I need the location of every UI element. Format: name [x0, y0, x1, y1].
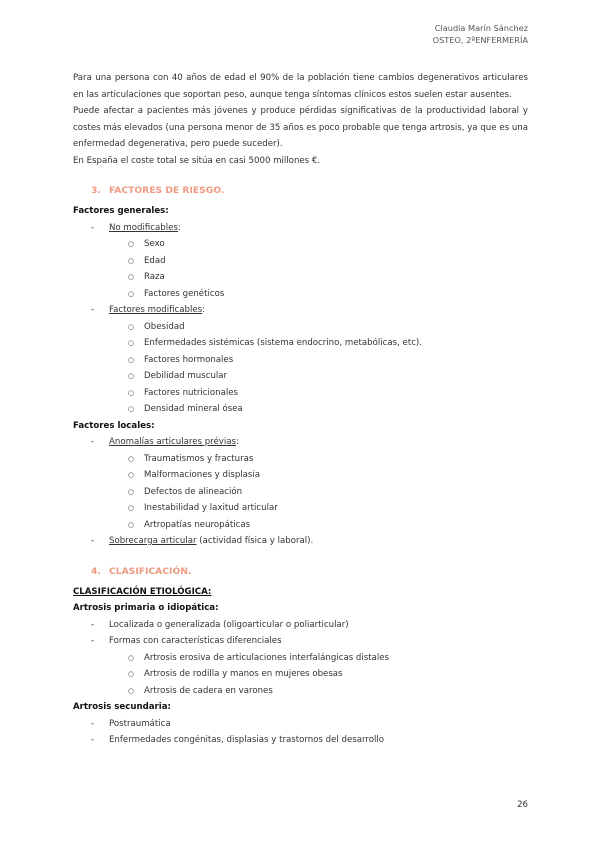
dash-marker: - [91, 636, 95, 646]
circle-bullet-icon: ○ [128, 388, 135, 397]
list-item-text: Malformaciones y displasia [144, 470, 261, 480]
list-item [73, 617, 528, 634]
non-modifiable-item [73, 220, 528, 237]
modifiable-label: Factores modificables [109, 305, 203, 315]
modifiable-item [73, 302, 528, 319]
section-4-number: 4. [91, 565, 101, 577]
list-item [73, 385, 528, 402]
circle-bullet-icon: ○ [128, 240, 135, 248]
dash-marker: - [91, 735, 95, 745]
section-4-title [91, 564, 528, 580]
circle-bullet-icon: ○ [128, 454, 135, 463]
list-item [73, 633, 528, 650]
section-3-title-text: FACTORES DE RIESGO. [109, 185, 225, 196]
list-item [73, 236, 528, 253]
circle-bullet-icon: ○ [128, 520, 135, 529]
author-name: Claudia Marín Sánchez [434, 23, 528, 33]
list-item [73, 732, 528, 749]
primary-arthrosis-heading: Artrosis primaria o idiopática: [73, 603, 219, 613]
list-item [73, 368, 528, 385]
list-item-text: Edad [144, 255, 166, 266]
non-modifiable-label: No modificables [109, 222, 178, 233]
anomalies-label: Anomalías articulares prévias [109, 437, 236, 447]
dash-marker: - [91, 437, 95, 447]
section-3-number: 3. [91, 185, 101, 196]
list-item [73, 484, 528, 501]
list-item [73, 467, 528, 484]
list-item-text: Factores genéticos [144, 288, 225, 299]
non-modifiable-suffix: : [177, 222, 181, 233]
list-item-text: Artrosis de cadera en varones [144, 685, 273, 696]
list-item-text: Obesidad [144, 321, 185, 332]
list-item-text: Defectos de alineación [144, 486, 243, 497]
dash-marker: - [91, 718, 95, 729]
list-item [73, 451, 528, 468]
list-item-text: Artrosis erosiva de articulaciones interfalángicas distales [144, 652, 390, 663]
list-item-text: Postraumática [109, 718, 171, 729]
list-item-text: Localizada o generalizada (oligoarticular o poliarticular) [109, 619, 349, 630]
circle-bullet-icon: ○ [128, 339, 135, 347]
intro-paragraph-1: Para una persona con 40 años de edad el 90% de la población tiene cambios degenerativos articulares en las articulaciones que soportan peso, aunque tenga síntomas clínicos estos suelen estar ausentes. [73, 73, 528, 100]
page-number: 26 [517, 800, 528, 810]
list-item [73, 401, 528, 418]
list-item-text: Traumatismos y fracturas [144, 453, 254, 464]
circle-bullet-icon: ○ [128, 372, 135, 380]
circle-bullet-icon: ○ [128, 686, 135, 695]
list-item [73, 500, 528, 517]
modifiable-suffix: : [202, 305, 206, 315]
list-item [73, 335, 528, 352]
list-item [73, 253, 528, 270]
circle-bullet-icon: ○ [128, 471, 135, 479]
secondary-arthrosis-heading: Artrosis secundaria: [73, 702, 171, 712]
circle-bullet-icon: ○ [128, 289, 135, 298]
anomalies-item [73, 434, 528, 451]
circle-bullet-icon: ○ [128, 355, 135, 364]
overload-item [73, 533, 528, 550]
list-item-text: Formas con características diferenciales [109, 636, 282, 646]
list-item-text: Enfermedades sistémicas (sistema endocrino, metabólicas, etc). [144, 338, 423, 348]
intro-paragraph-3: En España el coste total se sitúa en casi 5000 millones €. [73, 155, 321, 166]
circle-bullet-icon: ○ [128, 504, 135, 512]
circle-bullet-icon: ○ [128, 653, 135, 662]
circle-bullet-icon: ○ [128, 322, 135, 331]
circle-bullet-icon: ○ [128, 273, 135, 281]
list-item-text: Debilidad muscular [144, 371, 228, 381]
overload-label: Sobrecarga articular [109, 536, 197, 546]
list-item-text: Factores nutricionales [144, 387, 239, 398]
anomalies-suffix: : [236, 437, 239, 447]
page-header [433, 22, 528, 46]
list-item [73, 269, 528, 286]
local-factors-heading: Factores locales: [73, 420, 155, 431]
list-item-text: Sexo [144, 239, 165, 249]
circle-bullet-icon: ○ [128, 670, 135, 678]
list-item [73, 286, 528, 303]
list-item [73, 319, 528, 336]
dash-marker: - [91, 222, 95, 233]
list-item-text: Enfermedades congénitas, displasias y trastornos del desarrollo [109, 735, 385, 745]
list-item [73, 716, 528, 733]
list-item [73, 683, 528, 700]
etiologic-classification-heading: CLASIFICACIÓN ETIOLÓGICA: [73, 586, 212, 597]
section-3-title [91, 183, 528, 199]
circle-bullet-icon: ○ [128, 256, 135, 265]
dash-marker: - [91, 536, 95, 546]
list-item-text: Artrosis de rodilla y manos en mujeres obesas [144, 669, 343, 679]
overload-suffix: (actividad física y laboral). [196, 536, 314, 546]
list-item [73, 650, 528, 667]
list-item [73, 352, 528, 369]
dash-marker: - [91, 305, 95, 315]
course-name: OSTEO, 2ºENFERMERÍA [432, 35, 528, 45]
page-content [73, 70, 528, 749]
list-item [73, 666, 528, 683]
general-factors-heading: Factores generales: [73, 206, 169, 216]
list-item-text: Inestabilidad y laxitud articular [144, 503, 278, 513]
list-item-text: Factores hormonales [144, 354, 234, 365]
circle-bullet-icon: ○ [128, 487, 135, 496]
list-item-text: Raza [144, 272, 165, 282]
list-item-text: Densidad mineral ósea [144, 404, 243, 414]
dash-marker: - [91, 619, 95, 630]
section-4-title-text: CLASIFICACIÓN. [109, 565, 192, 577]
list-item-text: Artropatías neuropáticas [144, 519, 251, 530]
intro-paragraph-2: Puede afectar a pacientes más jóvenes y produce pérdidas significativas de la productividad laboral y costes más elevados (una persona menor de 35 años es poco probable que tenga artrosis, ya que es una enfermedad degenerativa, pero puede suceder). [73, 106, 528, 149]
list-item [73, 517, 528, 534]
circle-bullet-icon: ○ [128, 405, 135, 413]
